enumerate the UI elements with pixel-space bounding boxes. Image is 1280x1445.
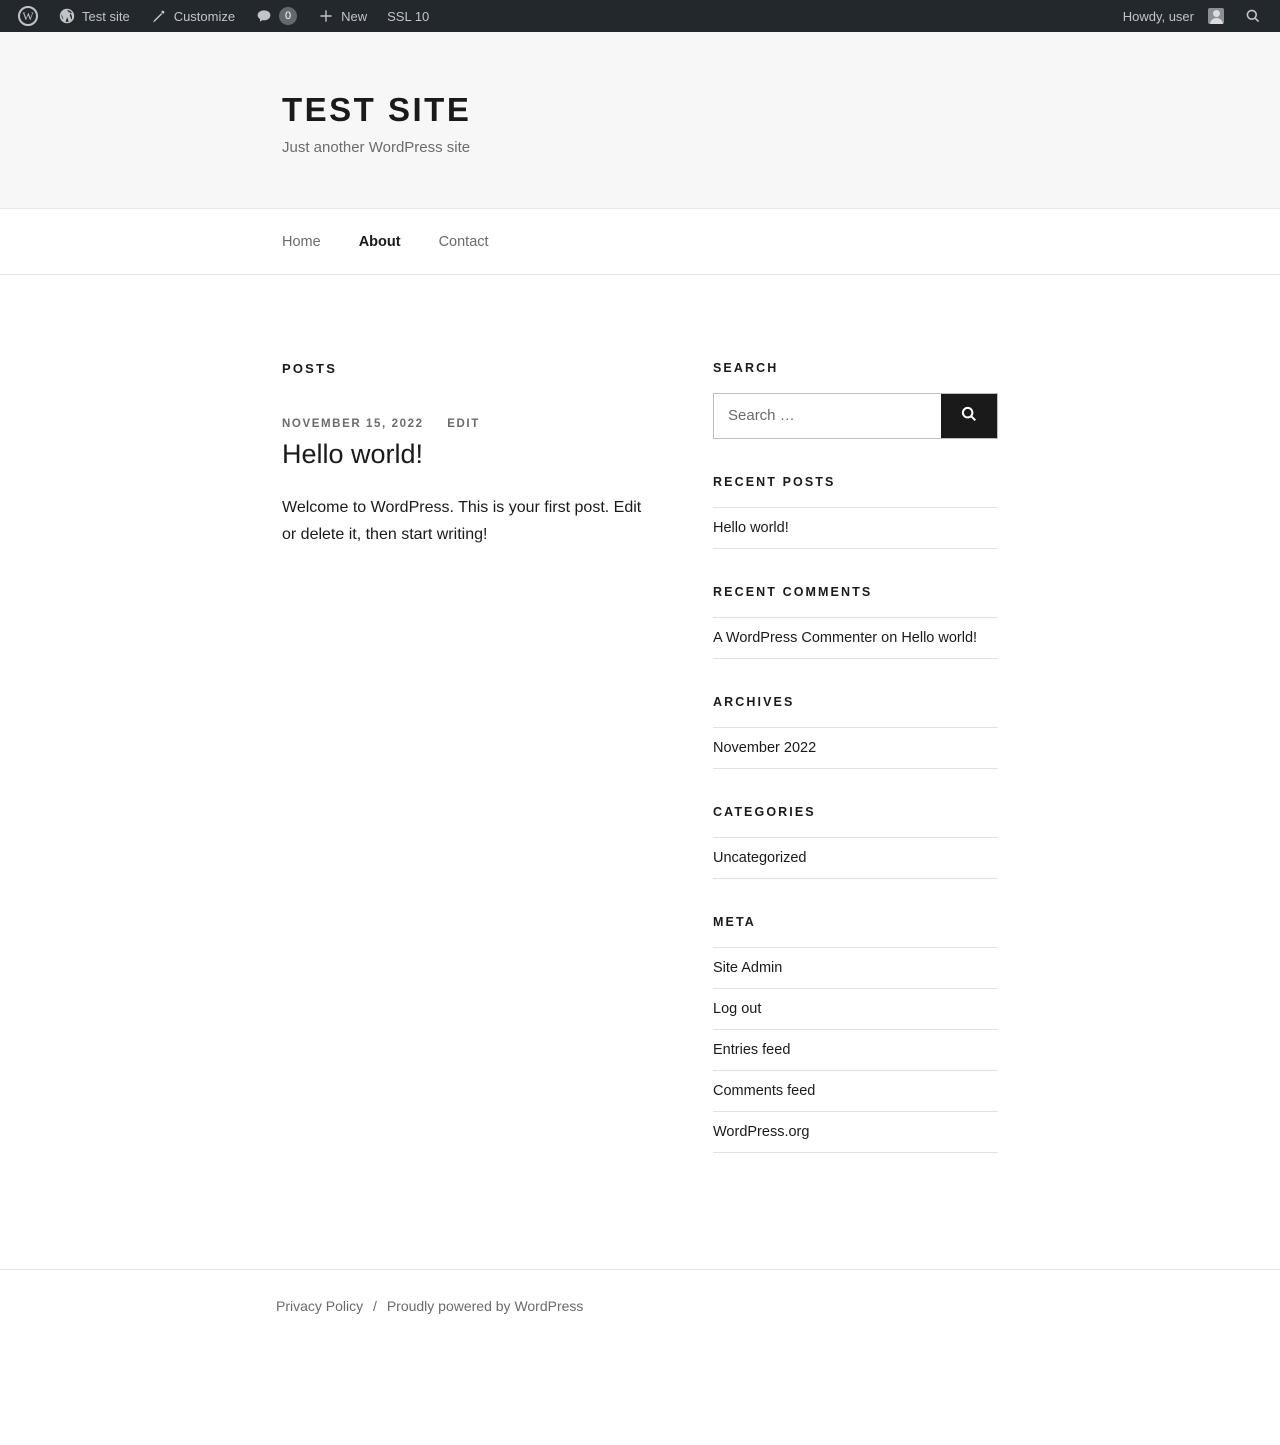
post-edit-link[interactable]: EDIT bbox=[447, 417, 480, 430]
main-content bbox=[282, 361, 645, 1189]
widget-search bbox=[713, 361, 998, 439]
meta-link-comments-feed[interactable]: Comments feed bbox=[713, 1082, 816, 1099]
content-area bbox=[0, 275, 1280, 1269]
nav-link-contact[interactable]: Contact bbox=[438, 233, 489, 250]
comment-on-label: on bbox=[881, 629, 898, 646]
list-item[interactable] bbox=[713, 508, 998, 549]
admin-bar-customize[interactable] bbox=[140, 0, 245, 32]
meta-link-log-out[interactable]: Log out bbox=[713, 1000, 762, 1017]
admin-bar-customize-label: Customize bbox=[173, 8, 236, 24]
nav-item-home[interactable] bbox=[282, 233, 321, 251]
widget-categories-title: CATEGORIES bbox=[713, 804, 816, 819]
admin-bar-site-name[interactable] bbox=[48, 0, 140, 32]
wordpress-credit-link[interactable]: Proudly powered by WordPress bbox=[386, 1297, 584, 1314]
site-tagline: Just another WordPress site bbox=[282, 138, 471, 156]
page-title[interactable]: TEST SITE bbox=[282, 91, 472, 128]
archive-link[interactable]: November 2022 bbox=[713, 739, 817, 756]
footer-separator: / bbox=[373, 1297, 377, 1314]
search-form bbox=[713, 393, 998, 439]
category-link[interactable]: Uncategorized bbox=[713, 849, 807, 866]
comment-bubble-icon bbox=[255, 7, 273, 25]
admin-bar-new-label: New bbox=[341, 8, 368, 24]
post-content bbox=[282, 495, 645, 548]
widget-recent-comments-title: RECENT COMMENTS bbox=[713, 584, 873, 599]
plus-icon bbox=[317, 7, 335, 25]
privacy-policy-link[interactable]: Privacy Policy bbox=[276, 1297, 364, 1314]
nav-link-home[interactable]: Home bbox=[282, 233, 321, 250]
post-title-text: Hello world! bbox=[282, 438, 424, 469]
widget-recent-comments bbox=[713, 585, 998, 659]
list-item[interactable] bbox=[713, 1030, 998, 1071]
posts-section-title: POSTS bbox=[282, 360, 338, 376]
widget-meta-title: META bbox=[713, 914, 756, 929]
wordpress-logo-icon bbox=[18, 6, 38, 26]
admin-bar-ssl[interactable] bbox=[377, 0, 439, 32]
admin-bar-comments[interactable] bbox=[245, 0, 307, 32]
nav-link-about[interactable]: About bbox=[358, 233, 401, 250]
list-item[interactable] bbox=[713, 948, 998, 989]
site-footer bbox=[0, 1269, 1280, 1354]
meta-link-wordpress-org[interactable]: WordPress.org bbox=[713, 1123, 810, 1140]
primary-navigation bbox=[0, 209, 1280, 275]
admin-bar-search-toggle[interactable] bbox=[1234, 0, 1272, 32]
howdy-label: Howdy, user bbox=[1122, 8, 1194, 24]
sidebar bbox=[713, 361, 998, 1189]
wp-logo-menu[interactable] bbox=[8, 0, 48, 32]
widget-recent-posts-title: RECENT POSTS bbox=[713, 474, 836, 489]
recent-posts-list bbox=[713, 507, 998, 549]
nav-item-contact[interactable] bbox=[439, 233, 489, 251]
site-header bbox=[0, 32, 1280, 209]
admin-bar-right-group bbox=[1113, 0, 1272, 32]
search-icon bbox=[960, 405, 978, 426]
search-submit-button[interactable] bbox=[941, 394, 997, 438]
comment-count-badge: 0 bbox=[279, 7, 297, 25]
meta-link-site-admin[interactable]: Site Admin bbox=[713, 959, 783, 976]
widget-categories bbox=[713, 805, 998, 879]
list-item[interactable] bbox=[713, 1112, 998, 1153]
archives-list bbox=[713, 727, 998, 769]
post-title[interactable] bbox=[282, 438, 645, 472]
meta-list bbox=[713, 947, 998, 1153]
categories-list bbox=[713, 837, 998, 879]
recent-comments-list bbox=[713, 617, 998, 659]
search-input[interactable] bbox=[714, 394, 941, 438]
widget-recent-posts bbox=[713, 475, 998, 549]
list-item[interactable] bbox=[713, 728, 998, 769]
search-icon bbox=[1244, 7, 1262, 25]
list-item[interactable] bbox=[713, 838, 998, 879]
home-icon bbox=[58, 7, 76, 25]
nav-list bbox=[282, 209, 998, 275]
widget-meta bbox=[713, 915, 998, 1153]
post-body-text: Welcome to WordPress. This is your first post. Edit or delete it, then start writing! bbox=[282, 499, 642, 543]
post-meta bbox=[282, 418, 645, 430]
post-article bbox=[282, 418, 645, 549]
admin-bar bbox=[0, 0, 1280, 32]
nav-item-about[interactable] bbox=[359, 233, 401, 251]
widget-archives bbox=[713, 695, 998, 769]
list-item[interactable] bbox=[713, 989, 998, 1030]
post-date-link[interactable]: NOVEMBER 15, 2022 bbox=[282, 417, 424, 430]
footer-credits bbox=[276, 1298, 1186, 1314]
widget-search-title: SEARCH bbox=[713, 360, 779, 375]
admin-bar-ssl-label: SSL 10 bbox=[387, 8, 430, 24]
meta-link-entries-feed[interactable]: Entries feed bbox=[713, 1041, 791, 1058]
admin-bar-site-name-label: Test site bbox=[82, 8, 130, 24]
widget-archives-title: ARCHIVES bbox=[713, 694, 795, 709]
list-item bbox=[713, 618, 998, 659]
brush-icon bbox=[150, 7, 168, 25]
list-item[interactable] bbox=[713, 1071, 998, 1112]
admin-bar-new-content[interactable] bbox=[307, 0, 377, 32]
comment-author-link[interactable]: A WordPress Commenter bbox=[713, 629, 878, 646]
comment-post-link[interactable]: Hello world! bbox=[901, 629, 978, 646]
admin-bar-my-account[interactable] bbox=[1113, 0, 1234, 32]
recent-post-link[interactable]: Hello world! bbox=[713, 519, 789, 536]
avatar bbox=[1208, 8, 1224, 24]
